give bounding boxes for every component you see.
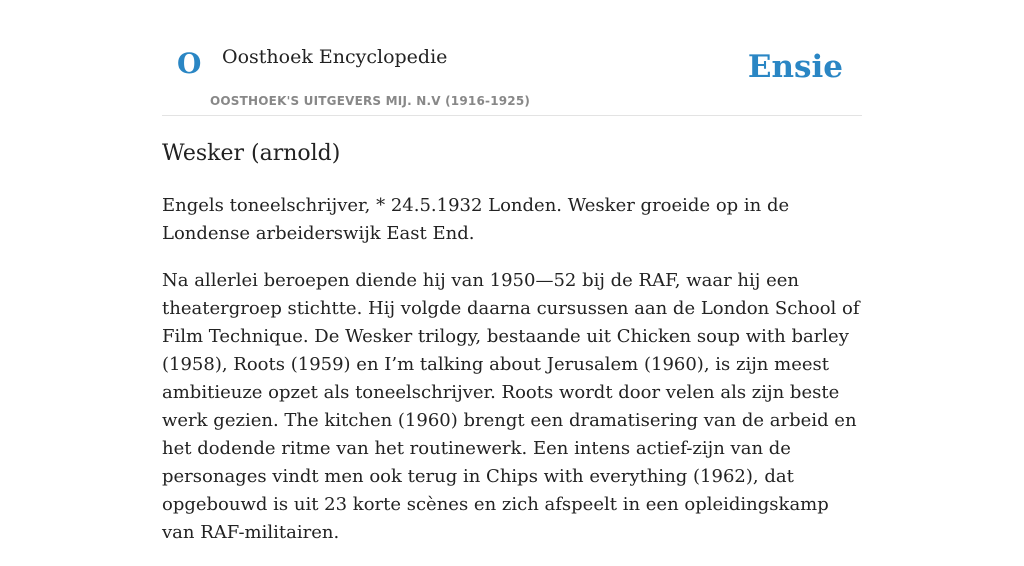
article-title: Wesker (arnold) [162,141,341,166]
page [162,0,862,543]
article-body [162,192,862,566]
site-subtitle: OOSTHOEK'S UITGEVERS MIJ. N.V (1916-1925) [210,94,531,108]
logo-icon[interactable]: O [177,47,202,80]
article-paragraph: Engels toneelschrijver, * 24.5.1932 Londen. Wesker groeide op in de Londense arbeiderswijk East End. [162,195,790,244]
brand-logo[interactable]: Ensie [747,49,843,85]
site-header [162,0,862,116]
site-title[interactable]: Oosthoek Encyclopedie [222,46,448,68]
article-paragraph: Na allerlei beroepen diende hij van 1950—52 bij de RAF, waar hij een theatergroep stichtte. Hij volgde daarna cursussen aan de London School of Film Technique. De Wesker trilogy, bestaande uit Chicken soup with barley (1958), Roots (1959) en I’m talking about Jerusalem (1960), is zijn meest ambitieuze opzet als toneelschrijver. Roots wordt door velen als zijn beste werk gezien. The kitchen (1960) brengt een dramatisering van de arbeid en het dodende ritme van het routinewerk. Een intens actief-zijn van de personages vindt men ook terug in Chips with everything (1962), dat opgebouwd is uit 23 korte scènes en zich afspeelt in een opleidingskamp van RAF-militairen. [162,270,860,543]
